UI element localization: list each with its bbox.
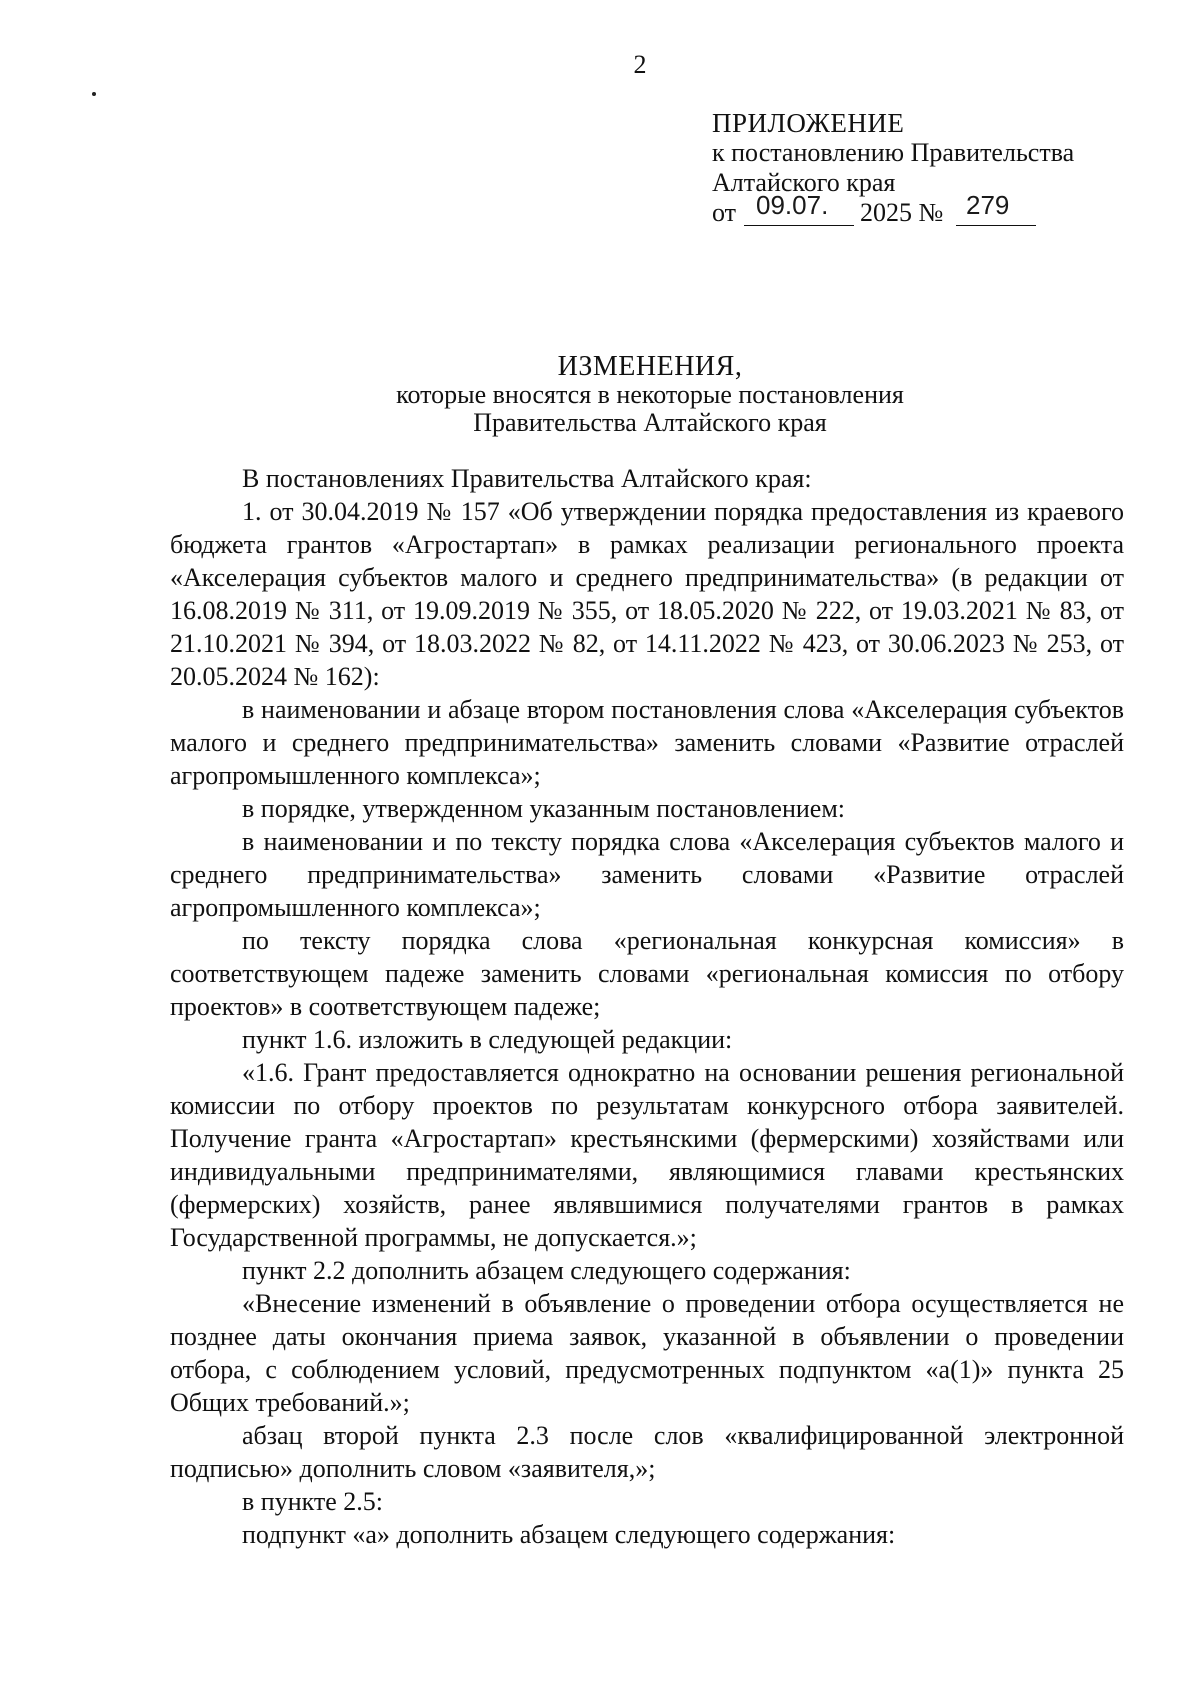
date-underline [744,225,854,226]
heading-line-2: Правительства Алтайского края [473,408,827,437]
paragraph: в пункте 2.5: [242,1487,384,1516]
paragraph: в порядке, утвержденном указанным постановлением: [242,794,846,823]
paragraph: подпункт «а» дополнить абзацем следующего содержания: [242,1520,896,1549]
paragraph: 1. от 30.04.2019 № 157 «Об утверждении порядка предоставления из краевого бюджета грантов «Агростартап» в рамках реализации регионального проекта «Акселерация субъектов малого и среднего предпринимательства» (в редакции от 16.08.2019 № 311, от 19.09.2019 № 355, от 18.05.2020 № 222, от 19.03.2021 № 83, от 21.10.2021 № 394, от 18.03.2022 № 82, от 14.11.2022 № 423, от 30.06.2023 № 253, от 20.05.2024 № 162): [170,497,1124,691]
paragraph: «1.6. Грант предоставляется однократно на основании решения региональной комиссии по отбору проектов по результатам конкурсного отбора заявителей. Получение гранта «Агростартап» крестьянскими (фермерскими) хозяйствами или индивидуальными предпринимателями, являющимися главами крестьянских (фермерских) хозяйств, ранее являвшимися получателями грантов в рамках Государственной программы, не допускается.»; [170,1058,1124,1252]
paragraph: по тексту порядка слова «региональная конкурсная комиссия» в соответствующем падеже заменить словами «региональная комиссия по отбору проектов» в соответствующем падеже; [170,926,1124,1021]
number-underline [956,225,1036,226]
paragraph: в наименовании и по тексту порядка слова «Акселерация субъектов малого и среднего предпринимательства» заменить словами «Развитие отраслей агропромышленного комплекса»; [170,827,1124,922]
handwritten-number: 279 [966,190,1010,220]
paragraph: пункт 2.2 дополнить абзацем следующего содержания: [242,1256,851,1285]
appendix-line-2: Алтайского края [712,168,896,197]
heading-title: ИЗМЕНЕНИЯ, [557,351,743,382]
paragraph: В постановлениях Правительства Алтайского края: [242,464,812,493]
scan-artifact-dot [92,92,96,96]
appendix-title: ПРИЛОЖЕНИЕ [712,108,905,138]
appendix-date-line [712,190,1132,230]
document-heading [170,353,1130,437]
paragraph: пункт 1.6. изложить в следующей редакции: [242,1025,733,1054]
appendix-block [712,108,1132,230]
handwritten-date: 09.07. [756,190,829,220]
paragraph: абзац второй пункта 2.3 после слов «квалифицированной электронной подписью» дополнить словом «заявителя,»; [170,1421,1124,1483]
date-prefix: от [712,198,737,227]
paragraph: в наименовании и абзаце втором постановления слова «Акселерация субъектов малого и среднего предпринимательства» заменить словами «Развитие отраслей агропромышленного комплекса»; [170,695,1124,790]
heading-line-1: которые вносятся в некоторые постановления [396,380,904,409]
document-body [170,462,1124,1551]
year-and-number-sign: 2025 № [860,198,944,227]
page-number: 2 [633,50,647,79]
appendix-line-1: к постановлению Правительства [712,138,1075,167]
paragraph: «Внесение изменений в объявление о проведении отбора осуществляется не позднее даты окончания приема заявок, указанной в объявлении о проведении отбора, с соблюдением условий, предусмотренных подпунктом «а(1)» пункта 25 Общих требований.»; [170,1289,1124,1417]
